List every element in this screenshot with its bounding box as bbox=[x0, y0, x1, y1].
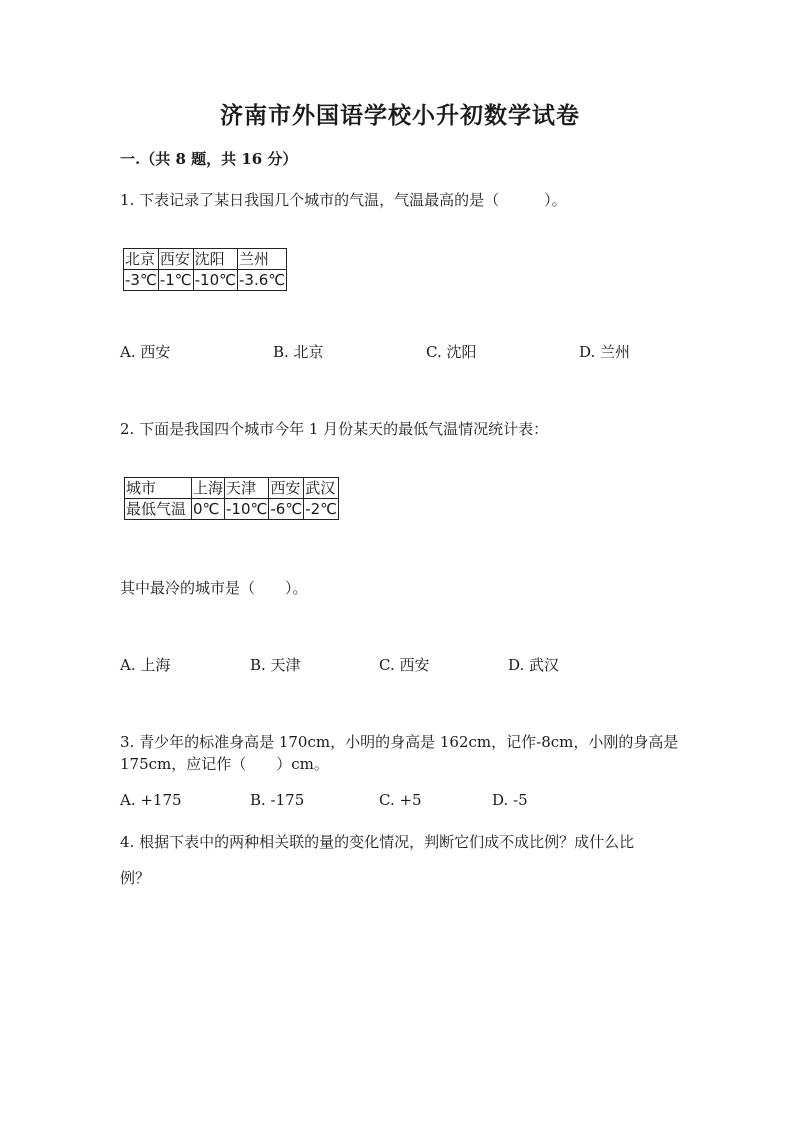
question-1-option-b[interactable]: B. 北京 bbox=[273, 343, 324, 361]
question-1-table bbox=[123, 248, 287, 291]
question-1-option-a[interactable]: A. 西安 bbox=[120, 343, 171, 361]
table-cell: -10℃ bbox=[194, 271, 236, 289]
table-cell: 兰州 bbox=[237, 249, 286, 270]
table-cell: -3℃ bbox=[125, 271, 157, 289]
question-3-stem-line-2: 175cm，应记作（ ）cm。 bbox=[120, 755, 329, 773]
table-cell: 北京 bbox=[124, 249, 159, 270]
table-cell: 西安 bbox=[269, 478, 304, 499]
table-cell: 最低气温 bbox=[125, 499, 192, 520]
question-1-stem: 1. 下表记录了某日我国几个城市的气温，气温最高的是（ ）。 bbox=[120, 191, 567, 209]
table-row bbox=[125, 478, 339, 499]
table-cell: -6℃ bbox=[270, 500, 303, 518]
question-1-option-c[interactable]: C. 沈阳 bbox=[426, 343, 477, 361]
question-3-stem-line-1: 3. 青少年的标准身高是 170cm，小明的身高是 162cm，记作-8cm，小刚的身高是 bbox=[120, 733, 679, 751]
question-2-option-c[interactable]: C. 西安 bbox=[379, 656, 430, 674]
question-2-stem: 2. 下面是我国四个城市今年 1 月份某天的最低气温情况统计表： bbox=[120, 420, 549, 438]
table-cell: -10℃ bbox=[226, 500, 268, 518]
question-2-table bbox=[124, 477, 339, 520]
table-cell: 城市 bbox=[125, 478, 192, 499]
section-heading: 一.（共 8 题，共 16 分） bbox=[120, 150, 298, 168]
table-cell: 天津 bbox=[225, 478, 269, 499]
question-3-option-b[interactable]: B. -175 bbox=[250, 791, 305, 809]
question-2-option-a[interactable]: A. 上海 bbox=[120, 656, 171, 674]
question-1-option-d[interactable]: D. 兰州 bbox=[579, 343, 631, 361]
question-3-option-a[interactable]: A. +175 bbox=[120, 791, 182, 809]
table-cell: -2℃ bbox=[305, 500, 337, 518]
table-cell: 上海 bbox=[193, 479, 224, 497]
table-cell: 沈阳 bbox=[193, 249, 237, 270]
question-2-option-d[interactable]: D. 武汉 bbox=[508, 656, 560, 674]
page-title: 济南市外国语学校小升初数学试卷 bbox=[220, 102, 580, 129]
table-cell: -3.6℃ bbox=[238, 271, 286, 289]
question-4-stem-line-1: 4. 根据下表中的两种相关联的量的变化情况，判断它们成不成比例？成什么比 bbox=[120, 833, 635, 851]
table-cell: 西安 bbox=[158, 249, 193, 270]
table-row bbox=[124, 249, 287, 270]
table-cell: 武汉 bbox=[304, 478, 339, 499]
table-cell: 0℃ bbox=[192, 499, 225, 520]
table-row bbox=[125, 499, 339, 520]
question-2-question: 其中最冷的城市是（ ）。 bbox=[120, 579, 308, 597]
table-row bbox=[124, 270, 287, 291]
question-4-stem-line-2: 例？ bbox=[120, 869, 151, 887]
question-3-option-c[interactable]: C. +5 bbox=[379, 791, 422, 809]
question-3-option-d[interactable]: D. -5 bbox=[492, 791, 528, 809]
question-2-option-b[interactable]: B. 天津 bbox=[250, 656, 301, 674]
table-cell: -1℃ bbox=[159, 271, 192, 289]
